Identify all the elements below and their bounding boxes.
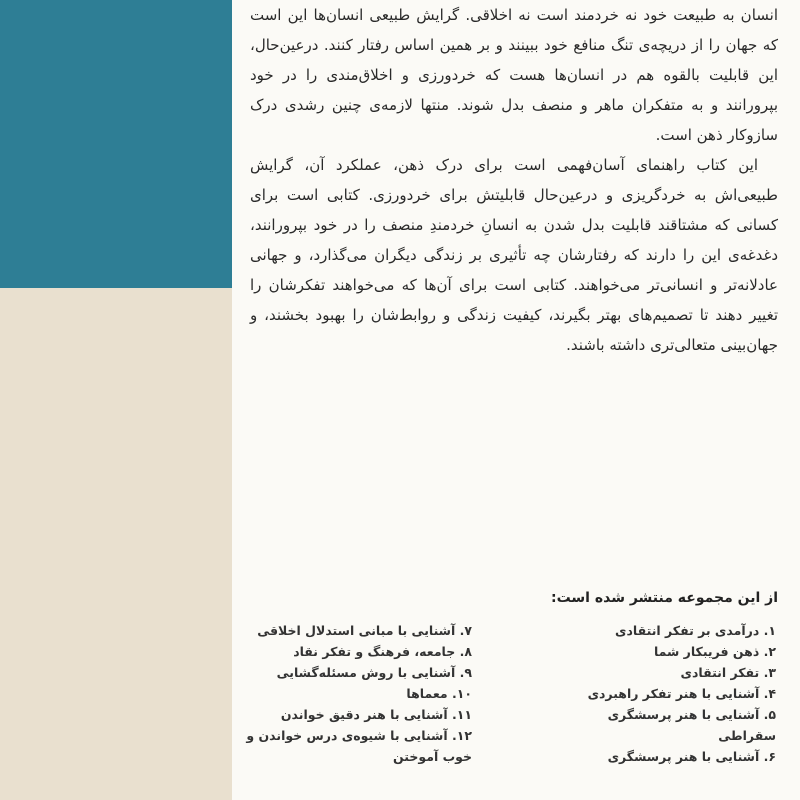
series-list-item: ۹. آشنایی با روش مسئله‌گشایی: [276, 665, 472, 680]
blurb-text: [250, 0, 778, 360]
series-list-item: ۱. درآمدی بر تفکر انتقادی: [615, 623, 776, 638]
series-heading: از این مجموعه منتشر شده است:: [550, 590, 778, 606]
series-list-item: ۱۲. آشنایی با شیوه‌ی درس خواندن و خوب آموختن: [246, 728, 472, 764]
teal-color-block: [0, 0, 232, 288]
blurb-paragraph-2: این کتاب راهنمای آسان‌فهمی است برای درک ذهن، عملکرد آن، گرایش طبیعی‌اش به خردگریزی و درعین‌حال قابلیتش برای خردورزی. کتابی است برای کسانی که مشتاقند قابلیت بدل شدن به انسانِ خردمندِ منصف را در خود بپرورانند، دغدغه‌ی این را دارند که رفتارشان چه تأثیری بر زندگی دیگران می‌گذارد، و جهانی عادلانه‌تر و انسانی‌تر می‌خواهند. کتابی است برای آن‌ها که می‌خواهند تفکرشان را تغییر دهند تا تصمیم‌های بهتر بگیرند، کیفیت زندگی و روابط‌شان را بهبود بخشند، و جهان‌بینی متعالی‌تری داشته باشند.: [250, 156, 778, 354]
series-list-right: [546, 620, 776, 767]
series-list-item: ۵. آشنایی با هنر پرسشگری سقراطی: [607, 707, 776, 743]
series-list-item: ۴. آشنایی با هنر تفکر راهبردی: [587, 686, 776, 701]
blurb-paragraph-1: انسان به طبیعت خود نه خردمند است نه اخلاقی. گرایش طبیعی انسان‌ها این است که جهان را از دریچه‌ی تنگ منافع خود ببینند و بر همین اساس رفتار کنند. درعین‌حال، این قابلیت بالقوه هم در انسان‌ها هست که خردورزی و اخلاق‌مندی را در خود بپرورانند و به متفکران ماهر و منصف بدل شوند. منتها لازمه‌ی چنین رشدی درک سازوکار ذهن است.: [250, 6, 778, 144]
beige-color-block: [0, 288, 232, 800]
series-list-item: ۳. تفکر انتقادی: [680, 665, 776, 680]
series-list-item: ۸. جامعه، فرهنگ و تفکر نقاد: [293, 644, 472, 659]
series-list-item: ۶. آشنایی با هنر پرسشگری: [607, 749, 776, 764]
series-list-left: [222, 620, 472, 767]
series-list-item: ۱۱. آشنایی با هنر دقیق خواندن: [280, 707, 472, 722]
series-list-item: ۲. ذهن فریبکار شما: [653, 644, 776, 659]
series-list-item: ۱۰. معماها: [406, 686, 472, 701]
series-list-item: ۷. آشنایی با مبانی استدلال اخلاقی: [257, 623, 472, 638]
